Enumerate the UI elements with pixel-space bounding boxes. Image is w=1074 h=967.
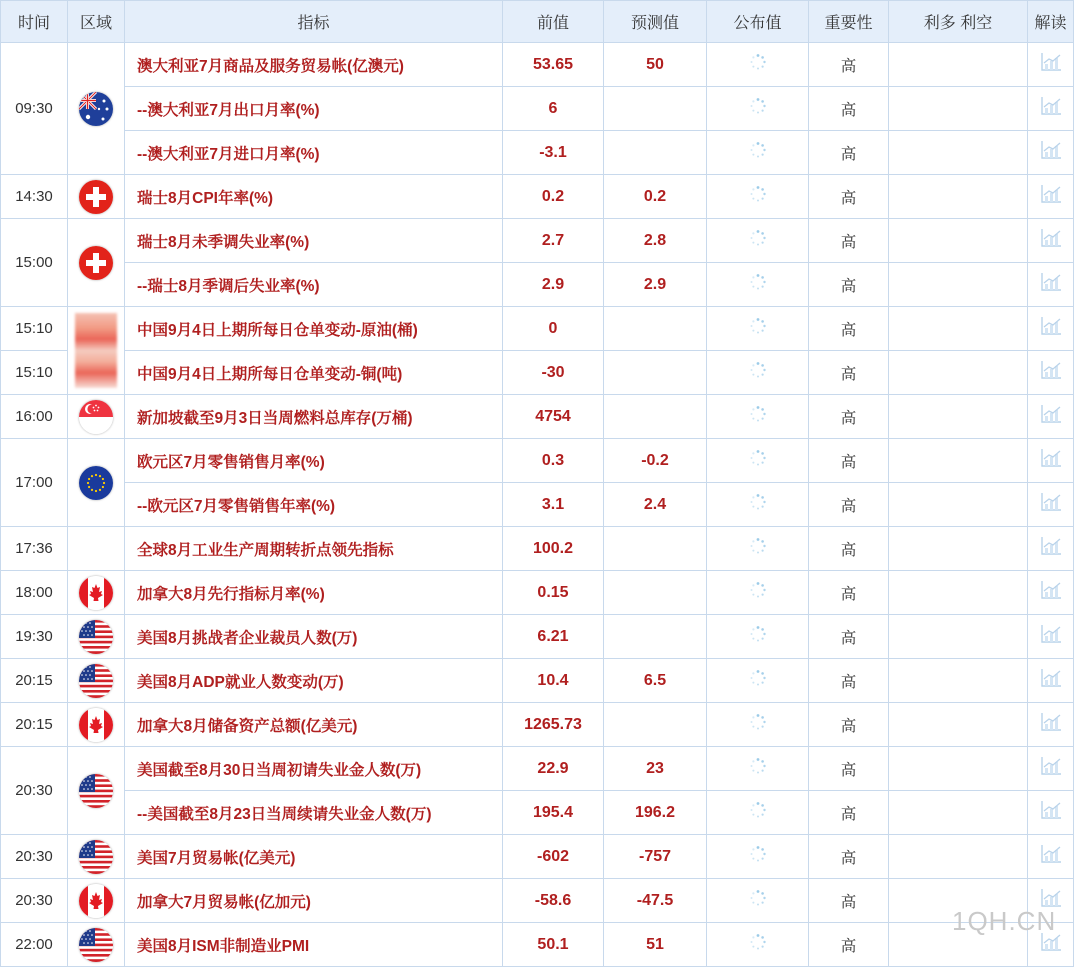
loading-spinner-icon bbox=[749, 933, 767, 956]
canada-flag-icon bbox=[79, 884, 113, 918]
table-row bbox=[1, 351, 1074, 395]
loading-spinner-icon bbox=[749, 801, 767, 824]
analysis-cell[interactable] bbox=[1028, 43, 1074, 87]
time-cell: 19:30 bbox=[1, 615, 68, 659]
indicator-cell[interactable]: 美国8月挑战者企业裁员人数(万) bbox=[125, 615, 503, 659]
impact-cell bbox=[889, 395, 1028, 439]
chart-icon[interactable] bbox=[1040, 404, 1062, 429]
switzerland-flag-icon bbox=[79, 246, 113, 280]
chart-icon[interactable] bbox=[1040, 184, 1062, 209]
region-cell bbox=[68, 175, 125, 219]
region-cell bbox=[68, 219, 125, 307]
region-cell bbox=[68, 43, 125, 175]
table-row bbox=[1, 307, 1074, 351]
actual-cell bbox=[707, 659, 809, 703]
actual-cell bbox=[707, 703, 809, 747]
analysis-cell[interactable] bbox=[1028, 527, 1074, 571]
chart-icon[interactable] bbox=[1040, 536, 1062, 561]
time-cell: 20:30 bbox=[1, 835, 68, 879]
header-time: 时间 bbox=[1, 1, 68, 43]
indicator-cell[interactable]: 欧元区7月零售销售月率(%) bbox=[125, 439, 503, 483]
importance-cell: 高 bbox=[809, 219, 889, 263]
loading-spinner-icon bbox=[749, 537, 767, 560]
actual-cell bbox=[707, 527, 809, 571]
loading-spinner-icon bbox=[749, 141, 767, 164]
previous-cell: 50.1 bbox=[503, 923, 604, 967]
actual-cell bbox=[707, 43, 809, 87]
indicator-cell[interactable]: 美国8月ISM非制造业PMI bbox=[125, 923, 503, 967]
time-cell: 20:15 bbox=[1, 703, 68, 747]
forecast-cell: 2.9 bbox=[604, 263, 707, 307]
impact-cell bbox=[889, 571, 1028, 615]
previous-cell: 195.4 bbox=[503, 791, 604, 835]
actual-cell bbox=[707, 351, 809, 395]
impact-cell bbox=[889, 439, 1028, 483]
time-cell: 18:00 bbox=[1, 571, 68, 615]
table-row bbox=[1, 439, 1074, 483]
table-row bbox=[1, 175, 1074, 219]
forecast-cell: -0.2 bbox=[604, 439, 707, 483]
forecast-cell: 2.4 bbox=[604, 483, 707, 527]
actual-cell bbox=[707, 835, 809, 879]
importance-cell: 高 bbox=[809, 571, 889, 615]
analysis-cell[interactable] bbox=[1028, 439, 1074, 483]
analysis-cell[interactable] bbox=[1028, 307, 1074, 351]
loading-spinner-icon bbox=[749, 757, 767, 780]
actual-cell bbox=[707, 483, 809, 527]
table-row bbox=[1, 87, 1074, 131]
time-cell: 22:00 bbox=[1, 923, 68, 967]
previous-cell: 0 bbox=[503, 307, 604, 351]
indicator-cell[interactable]: 加拿大8月储备资产总额(亿美元) bbox=[125, 703, 503, 747]
impact-cell bbox=[889, 351, 1028, 395]
impact-cell bbox=[889, 263, 1028, 307]
loading-spinner-icon bbox=[749, 625, 767, 648]
table-row bbox=[1, 923, 1074, 967]
time-cell: 20:30 bbox=[1, 747, 68, 835]
analysis-cell[interactable] bbox=[1028, 219, 1074, 263]
previous-cell: 0.2 bbox=[503, 175, 604, 219]
importance-cell: 高 bbox=[809, 43, 889, 87]
loading-spinner-icon bbox=[749, 889, 767, 912]
actual-cell bbox=[707, 615, 809, 659]
region-cell bbox=[68, 703, 125, 747]
singapore-flag-icon bbox=[79, 400, 113, 434]
importance-cell: 高 bbox=[809, 923, 889, 967]
importance-cell: 高 bbox=[809, 703, 889, 747]
loading-spinner-icon bbox=[749, 229, 767, 252]
region-cell bbox=[68, 923, 125, 967]
importance-cell: 高 bbox=[809, 175, 889, 219]
time-cell: 15:10 bbox=[1, 351, 68, 395]
indicator-cell[interactable]: --瑞士8月季调后失业率(%) bbox=[125, 263, 503, 307]
loading-spinner-icon bbox=[749, 97, 767, 120]
forecast-cell bbox=[604, 395, 707, 439]
loading-spinner-icon bbox=[749, 405, 767, 428]
china-flag-icon bbox=[75, 313, 117, 388]
indicator-cell[interactable]: --美国截至8月23日当周续请失业金人数(万) bbox=[125, 791, 503, 835]
previous-cell: 3.1 bbox=[503, 483, 604, 527]
table-row bbox=[1, 747, 1074, 791]
table-row bbox=[1, 615, 1074, 659]
previous-cell: 22.9 bbox=[503, 747, 604, 791]
forecast-cell: 2.8 bbox=[604, 219, 707, 263]
indicator-cell[interactable]: 美国7月贸易帐(亿美元) bbox=[125, 835, 503, 879]
loading-spinner-icon bbox=[749, 449, 767, 472]
indicator-cell[interactable]: 瑞士8月未季调失业率(%) bbox=[125, 219, 503, 263]
importance-cell: 高 bbox=[809, 351, 889, 395]
forecast-cell bbox=[604, 131, 707, 175]
actual-cell bbox=[707, 791, 809, 835]
chart-icon[interactable] bbox=[1040, 272, 1062, 297]
actual-cell bbox=[707, 879, 809, 923]
header-analysis: 解读 bbox=[1028, 1, 1074, 43]
previous-cell: 10.4 bbox=[503, 659, 604, 703]
actual-cell bbox=[707, 747, 809, 791]
actual-cell bbox=[707, 263, 809, 307]
header-forecast: 预测值 bbox=[604, 1, 707, 43]
forecast-cell: 23 bbox=[604, 747, 707, 791]
indicator-cell[interactable]: 全球8月工业生产周期转折点领先指标 bbox=[125, 527, 503, 571]
chart-icon[interactable] bbox=[1040, 360, 1062, 385]
forecast-cell: 0.2 bbox=[604, 175, 707, 219]
usa-flag-icon bbox=[79, 620, 113, 654]
table-row bbox=[1, 483, 1074, 527]
indicator-cell[interactable]: 澳大利亚7月商品及服务贸易帐(亿澳元) bbox=[125, 43, 503, 87]
indicator-cell[interactable]: 加拿大7月贸易帐(亿加元) bbox=[125, 879, 503, 923]
header-impact: 利多 利空 bbox=[889, 1, 1028, 43]
forecast-cell bbox=[604, 703, 707, 747]
previous-cell: 53.65 bbox=[503, 43, 604, 87]
impact-cell bbox=[889, 131, 1028, 175]
forecast-cell bbox=[604, 571, 707, 615]
actual-cell bbox=[707, 175, 809, 219]
actual-cell bbox=[707, 395, 809, 439]
previous-cell: 1265.73 bbox=[503, 703, 604, 747]
table-row bbox=[1, 131, 1074, 175]
loading-spinner-icon bbox=[749, 361, 767, 384]
loading-spinner-icon bbox=[749, 317, 767, 340]
time-cell: 20:15 bbox=[1, 659, 68, 703]
table-row bbox=[1, 571, 1074, 615]
table-row bbox=[1, 527, 1074, 571]
importance-cell: 高 bbox=[809, 131, 889, 175]
impact-cell bbox=[889, 835, 1028, 879]
indicator-cell[interactable]: 瑞士8月CPI年率(%) bbox=[125, 175, 503, 219]
importance-cell: 高 bbox=[809, 835, 889, 879]
actual-cell bbox=[707, 219, 809, 263]
chart-icon[interactable] bbox=[1040, 492, 1062, 517]
loading-spinner-icon bbox=[749, 273, 767, 296]
table-header-row bbox=[1, 1, 1074, 43]
analysis-cell[interactable] bbox=[1028, 659, 1074, 703]
importance-cell: 高 bbox=[809, 659, 889, 703]
forecast-cell bbox=[604, 307, 707, 351]
loading-spinner-icon bbox=[749, 493, 767, 516]
actual-cell bbox=[707, 131, 809, 175]
indicator-cell[interactable]: 加拿大8月先行指标月率(%) bbox=[125, 571, 503, 615]
region-cell bbox=[68, 615, 125, 659]
analysis-cell[interactable] bbox=[1028, 395, 1074, 439]
impact-cell bbox=[889, 87, 1028, 131]
header-importance: 重要性 bbox=[809, 1, 889, 43]
forecast-cell bbox=[604, 615, 707, 659]
importance-cell: 高 bbox=[809, 439, 889, 483]
forecast-cell: 51 bbox=[604, 923, 707, 967]
previous-cell: 6.21 bbox=[503, 615, 604, 659]
impact-cell bbox=[889, 219, 1028, 263]
switzerland-flag-icon bbox=[79, 180, 113, 214]
importance-cell: 高 bbox=[809, 87, 889, 131]
importance-cell: 高 bbox=[809, 615, 889, 659]
analysis-cell[interactable] bbox=[1028, 703, 1074, 747]
chart-icon[interactable] bbox=[1040, 228, 1062, 253]
canada-flag-icon bbox=[79, 708, 113, 742]
analysis-cell[interactable] bbox=[1028, 351, 1074, 395]
forecast-cell: 196.2 bbox=[604, 791, 707, 835]
chart-icon[interactable] bbox=[1040, 580, 1062, 605]
impact-cell bbox=[889, 791, 1028, 835]
chart-icon[interactable] bbox=[1040, 800, 1062, 825]
indicator-cell[interactable]: 中国9月4日上期所每日仓单变动-原油(桶) bbox=[125, 307, 503, 351]
region-cell bbox=[68, 439, 125, 527]
watermark-logo: 1QH.CN bbox=[952, 906, 1057, 936]
time-cell: 17:36 bbox=[1, 527, 68, 571]
region-cell bbox=[68, 879, 125, 923]
table-row bbox=[1, 791, 1074, 835]
chart-icon[interactable] bbox=[1040, 316, 1062, 341]
forecast-cell: 6.5 bbox=[604, 659, 707, 703]
chart-icon[interactable] bbox=[1040, 756, 1062, 781]
region-cell bbox=[68, 659, 125, 703]
usa-flag-icon bbox=[79, 928, 113, 962]
impact-cell bbox=[889, 659, 1028, 703]
indicator-cell[interactable]: --欧元区7月零售销售年率(%) bbox=[125, 483, 503, 527]
time-cell: 17:00 bbox=[1, 439, 68, 527]
analysis-cell[interactable] bbox=[1028, 175, 1074, 219]
loading-spinner-icon bbox=[749, 669, 767, 692]
previous-cell: -3.1 bbox=[503, 131, 604, 175]
region-cell bbox=[68, 747, 125, 835]
importance-cell: 高 bbox=[809, 307, 889, 351]
actual-cell bbox=[707, 923, 809, 967]
impact-cell bbox=[889, 483, 1028, 527]
analysis-cell[interactable] bbox=[1028, 483, 1074, 527]
impact-cell bbox=[889, 527, 1028, 571]
impact-cell bbox=[889, 615, 1028, 659]
analysis-cell[interactable] bbox=[1028, 615, 1074, 659]
table-row bbox=[1, 879, 1074, 923]
australia-flag-icon bbox=[79, 92, 113, 126]
analysis-cell[interactable] bbox=[1028, 571, 1074, 615]
importance-cell: 高 bbox=[809, 879, 889, 923]
previous-cell: 2.7 bbox=[503, 219, 604, 263]
importance-cell: 高 bbox=[809, 263, 889, 307]
table-row bbox=[1, 219, 1074, 263]
previous-cell: -602 bbox=[503, 835, 604, 879]
eurozone-flag-icon bbox=[79, 466, 113, 500]
usa-flag-icon bbox=[79, 840, 113, 874]
importance-cell: 高 bbox=[809, 791, 889, 835]
previous-cell: -58.6 bbox=[503, 879, 604, 923]
time-cell: 15:10 bbox=[1, 307, 68, 351]
chart-icon[interactable] bbox=[1040, 712, 1062, 737]
loading-spinner-icon bbox=[749, 581, 767, 604]
analysis-cell[interactable] bbox=[1028, 131, 1074, 175]
time-cell: 14:30 bbox=[1, 175, 68, 219]
chart-icon[interactable] bbox=[1040, 624, 1062, 649]
actual-cell bbox=[707, 439, 809, 483]
forecast-cell: -47.5 bbox=[604, 879, 707, 923]
region-cell bbox=[68, 571, 125, 615]
analysis-cell[interactable] bbox=[1028, 87, 1074, 131]
analysis-cell[interactable] bbox=[1028, 791, 1074, 835]
impact-cell bbox=[889, 43, 1028, 87]
forecast-cell: 50 bbox=[604, 43, 707, 87]
table-row bbox=[1, 703, 1074, 747]
impact-cell bbox=[889, 175, 1028, 219]
impact-cell bbox=[889, 703, 1028, 747]
importance-cell: 高 bbox=[809, 527, 889, 571]
usa-flag-icon bbox=[79, 664, 113, 698]
loading-spinner-icon bbox=[749, 713, 767, 736]
forecast-cell bbox=[604, 351, 707, 395]
header-previous: 前值 bbox=[503, 1, 604, 43]
region-cell bbox=[68, 527, 125, 571]
table-row bbox=[1, 395, 1074, 439]
chart-icon[interactable] bbox=[1040, 140, 1062, 165]
usa-flag-icon bbox=[79, 774, 113, 808]
loading-spinner-icon bbox=[749, 53, 767, 76]
table-row bbox=[1, 263, 1074, 307]
header-indicator: 指标 bbox=[125, 1, 503, 43]
time-cell: 09:30 bbox=[1, 43, 68, 175]
indicator-cell[interactable]: --澳大利亚7月出口月率(%) bbox=[125, 87, 503, 131]
previous-cell: 0.15 bbox=[503, 571, 604, 615]
chart-icon[interactable] bbox=[1040, 448, 1062, 473]
forecast-cell bbox=[604, 527, 707, 571]
previous-cell: 4754 bbox=[503, 395, 604, 439]
loading-spinner-icon bbox=[749, 185, 767, 208]
region-cell bbox=[68, 835, 125, 879]
chart-icon[interactable] bbox=[1040, 844, 1062, 869]
indicator-cell[interactable]: 美国截至8月30日当周初请失业金人数(万) bbox=[125, 747, 503, 791]
previous-cell: 100.2 bbox=[503, 527, 604, 571]
importance-cell: 高 bbox=[809, 395, 889, 439]
previous-cell: 6 bbox=[503, 87, 604, 131]
indicator-cell[interactable]: 中国9月4日上期所每日仓单变动-铜(吨) bbox=[125, 351, 503, 395]
chart-icon[interactable] bbox=[1040, 52, 1062, 77]
actual-cell bbox=[707, 571, 809, 615]
time-cell: 15:00 bbox=[1, 219, 68, 307]
table-row bbox=[1, 659, 1074, 703]
previous-cell: 2.9 bbox=[503, 263, 604, 307]
header-region: 区域 bbox=[68, 1, 125, 43]
indicator-cell[interactable]: 美国8月ADP就业人数变动(万) bbox=[125, 659, 503, 703]
previous-cell: -30 bbox=[503, 351, 604, 395]
forecast-cell bbox=[604, 87, 707, 131]
actual-cell bbox=[707, 87, 809, 131]
indicator-cell[interactable]: --澳大利亚7月进口月率(%) bbox=[125, 131, 503, 175]
analysis-cell[interactable] bbox=[1028, 835, 1074, 879]
importance-cell: 高 bbox=[809, 483, 889, 527]
forecast-cell: -757 bbox=[604, 835, 707, 879]
actual-cell bbox=[707, 307, 809, 351]
header-actual: 公布值 bbox=[707, 1, 809, 43]
region-cell bbox=[68, 307, 125, 395]
time-cell: 20:30 bbox=[1, 879, 68, 923]
time-cell: 16:00 bbox=[1, 395, 68, 439]
previous-cell: 0.3 bbox=[503, 439, 604, 483]
analysis-cell[interactable] bbox=[1028, 263, 1074, 307]
table-row bbox=[1, 43, 1074, 87]
chart-icon[interactable] bbox=[1040, 96, 1062, 121]
table-row bbox=[1, 835, 1074, 879]
indicator-cell[interactable]: 新加坡截至9月3日当周燃料总库存(万桶) bbox=[125, 395, 503, 439]
impact-cell bbox=[889, 307, 1028, 351]
chart-icon[interactable] bbox=[1040, 668, 1062, 693]
canada-flag-icon bbox=[79, 576, 113, 610]
impact-cell bbox=[889, 747, 1028, 791]
region-cell bbox=[68, 395, 125, 439]
analysis-cell[interactable] bbox=[1028, 747, 1074, 791]
importance-cell: 高 bbox=[809, 747, 889, 791]
loading-spinner-icon bbox=[749, 845, 767, 868]
